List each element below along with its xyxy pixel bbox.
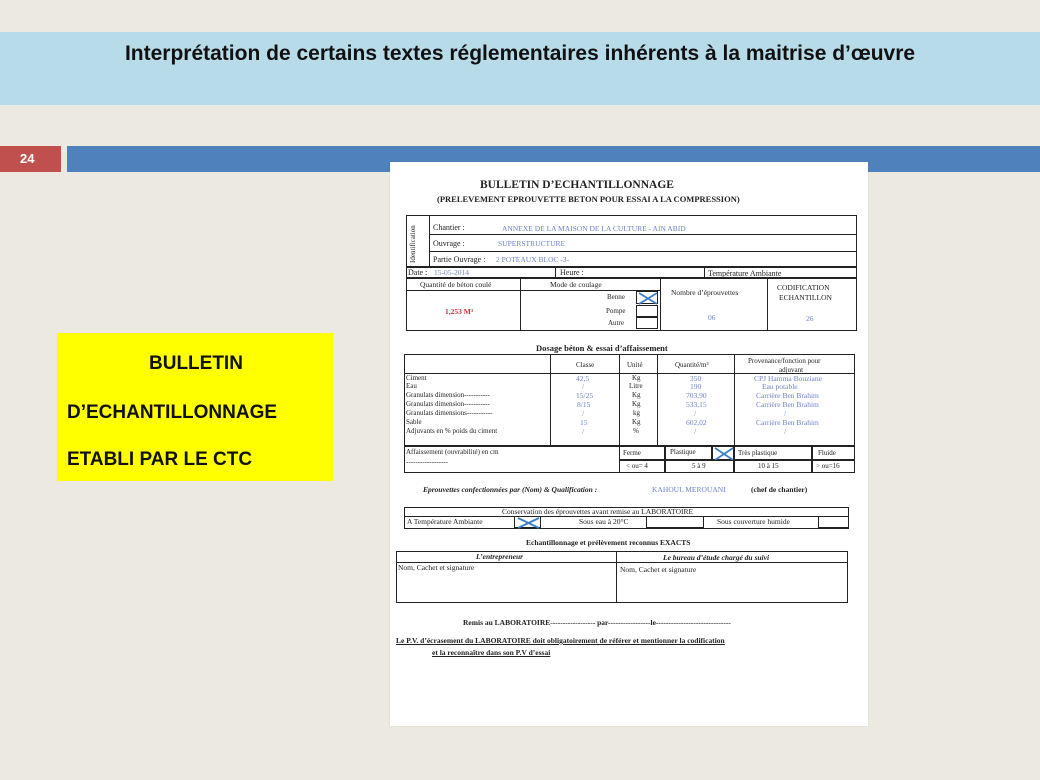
row-qte: 533,15 [686,400,707,409]
mode-autre: Autre [608,319,624,327]
mode-pompe: Pompe [606,307,626,315]
chantier-label: Chantier : [433,223,465,232]
codification-label-1: CODIFICATION [777,283,830,292]
callout-line-2: D’ECHANTILLONNAGE [67,402,278,423]
callout-line-1: BULLETIN [149,353,243,374]
identification-label: Identification [409,225,417,263]
chantier-value: ANNEXE DE LA MAISON DE LA CULTURE - AIN ABID [502,224,686,233]
bureau-signature-field: Nom, Cachet et signature [620,565,697,574]
page-number: 24 [0,146,61,172]
callout-line-3: ETABLI PAR LE CTC [67,449,253,470]
nb-eprouvettes-value: 06 [708,313,716,322]
conservation-eau: Sous eau à 20°C [579,517,629,526]
conservation-humide: Sous couverture humide [717,517,790,526]
col-quantite: Quantité/m³ [675,361,709,369]
row-prov: Carrière Ben Brahim [756,391,819,400]
row-label: Sable [406,418,422,426]
row-unite: kg [633,409,640,417]
row-prov: / [784,409,787,418]
doc-subtitle: (PRELEVEMENT EPROUVETTE BETON POUR ESSAI A LA COMPRESSION) [437,194,740,204]
remis-laboratoire: Remis au LABORATOIRE------------------ par-----------------le------------------------------ [463,618,731,627]
doc-title: BULLETIN D’ECHANTILLONNAGE [480,179,674,191]
row-label: Adjuvants en % poids du ciment [406,427,498,435]
quantity-value: 1,253 M³ [445,307,474,316]
date-row [406,267,857,278]
row-qte: 703,90 [686,391,707,400]
ouvrage-value: SUPERSTRUCTURE [498,239,566,248]
confection-label: Eprouvettes confectionnées par (Nom) & Qualification : [423,485,598,494]
row-label: Granulats dimension----------- [406,400,490,408]
row-label: Ciment [406,374,427,382]
signatures-title: Echantillonnage et prélèvement reconnus EXACTS [526,538,691,547]
row-prov: CPJ Hamma Bouziane [754,374,822,383]
range-tres-plastique: 10 à 15 [758,462,779,470]
quantity-label: Quantité de béton coulé [420,280,492,289]
plastique-checkbox [712,446,734,460]
row-classe: / [582,427,585,436]
scanned-bulletin [390,162,868,726]
bureau-etude-header: Le bureau d’étude chargé du suivi [663,553,770,562]
row-unite: Kg [632,400,641,408]
range-ferme: < ou= 4 [626,462,648,470]
signatures-table [396,551,848,603]
row-classe: / [582,409,585,418]
row-label: Eau [406,382,417,390]
nb-eprouvettes-label: Nombre d’éprouvettes [671,288,739,297]
callout-box [57,333,333,481]
col-provenance: Provenance/fonction pour [748,357,821,365]
pompe-checkbox [636,305,658,317]
col-adjuvant: adjuvant [779,366,804,374]
date-label: Date : [408,268,428,277]
footer-note-1: Le P.V. d’écrasement du LABORATOIRE doit obligatoirement de référer et mentionner la codification [396,636,725,645]
row-unite: Litre [629,382,643,390]
row-unite: Kg [632,374,641,382]
row-label: Granulats dimension----------- [406,391,490,399]
row-unite: % [633,427,639,435]
row-prov: Eau potable [762,382,798,391]
checked-cross-icon [637,292,659,305]
row-classe: 42,5 [576,374,590,383]
row-qte: / [694,409,697,418]
ambiante-checkbox [514,516,541,528]
autre-checkbox [636,317,658,329]
row-classe: 15 [580,418,588,427]
benne-checkbox [636,291,658,304]
row-qte: 602,02 [686,418,707,427]
temperature-label: Température Ambiante [708,269,782,278]
slide-title: Interprétation de certains textes réglementaires inhérents à la maitrise d’œuvre [124,42,916,65]
checked-cross-icon [515,517,542,529]
consistency-ferme: Ferme [623,449,641,457]
row-unite: Kg [632,391,641,399]
range-plastique: 5 à 9 [692,462,706,470]
row-prov: Carrière Ben Brahim [756,400,819,409]
ouvrage-label: Ouvrage : [433,239,465,248]
row-label: Granulats dimensions----------- [406,409,493,417]
range-fluide: > ou=16 [816,462,840,470]
affaissement-label: Affaissement (ouvrabilité) en cm [406,448,499,456]
date-value: 15-05-2014 [434,268,469,277]
heure-label: Heure : [560,268,584,277]
conservation-ambiante: A Température Ambiante [407,517,483,526]
dosage-title: Dosage béton & essai d’affaissement [536,343,668,353]
row-prov: / [784,427,787,436]
confection-value: KAHOUL MEROUANI [652,485,726,494]
codification-label-2: ECHANTILLON [779,293,832,302]
row-classe: 8/15 [577,400,591,409]
row-qte: 190 [690,382,702,391]
row-prov: Carrière Ben Brahim [756,418,819,427]
codification-value: 26 [806,314,814,323]
consistency-tres-plastique: Très plastique [738,449,778,457]
col-classe: Classe [576,361,595,369]
partie-label: Partie Ouvrage : [433,255,486,264]
consistency-plastique: Plastique [670,448,696,456]
mode-benne: Benne [607,293,625,301]
row-qte: 350 [690,374,702,383]
col-unite: Unité [627,361,643,369]
mode-label: Mode de coulage [550,280,602,289]
confection-suffix: (chef de chantier) [751,485,808,494]
row-unite: Kg [632,418,641,426]
row-classe: / [582,382,585,391]
row-qte: / [694,427,697,436]
checked-cross-icon [713,447,735,461]
entrepreneur-signature-field: Nom, Cachet et signature [398,563,475,572]
affaissement-dashes: ------------------ [406,458,448,466]
footer-note-2: et la reconnaître dans son P.V d’essai [432,648,551,657]
row-classe: 15/25 [576,391,594,400]
conservation-title: Conservation des éprouvettes avant remise au LABORATOIRE [502,507,694,516]
entrepreneur-header: L’entrepreneur [476,552,524,561]
partie-value: 2 POTEAUX BLOC -3- [496,255,570,264]
consistency-fluide: Fluide [818,449,836,457]
